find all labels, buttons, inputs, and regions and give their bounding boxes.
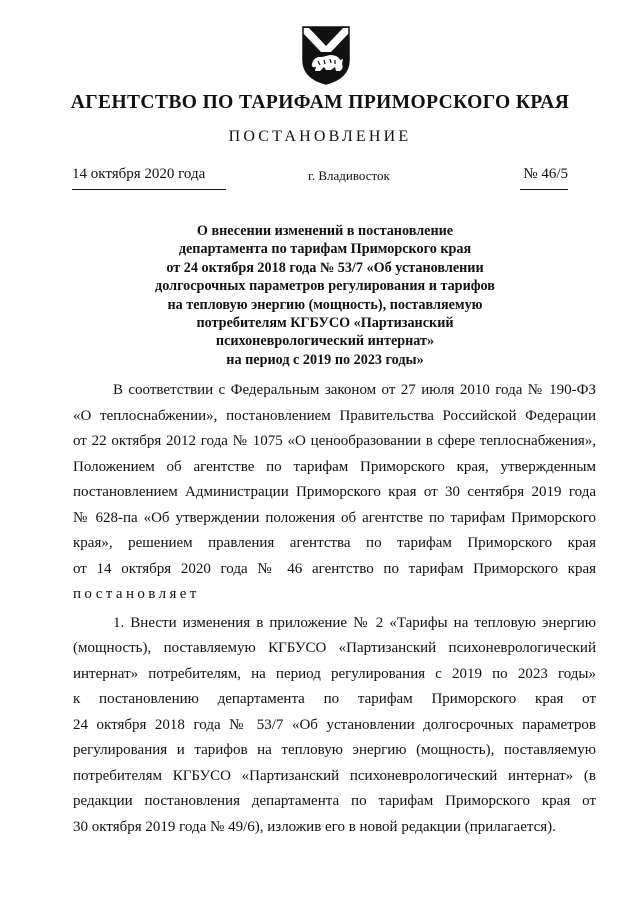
- agency-name: АГЕНТСТВО ПО ТАРИФАМ ПРИМОРСКОГО КРАЯ: [70, 92, 570, 113]
- title-line: от 24 октября 2018 года № 53/7 «Об установлении: [166, 259, 484, 276]
- body-line: «О теплоснабжении», постановлением Правительства Российской Федерации: [73, 407, 596, 424]
- document-body: [73, 378, 596, 840]
- body-line: (мощность), поставляемую КГБУСО «Партизанский психоневрологический: [73, 640, 596, 656]
- title-line: психоневрологический интернат»: [215, 333, 435, 350]
- body-line: В соответствии с Федеральным законом от 27 июля 2010 года № 190-ФЗ: [113, 382, 596, 398]
- body-line: потребителям КГБУСО «Партизанский психоневрологический интернат» (в: [73, 767, 596, 784]
- title-line: потребителям КГБУСО «Партизанский: [196, 315, 454, 332]
- body-line: к постановлению департамента по тарифам Приморского края от: [73, 691, 596, 707]
- body-line: Положением об агентстве по тарифам Приморского края, утвержденным: [73, 458, 596, 475]
- document-city: г. Владивосток: [308, 168, 390, 183]
- body-line: края», решением правления агентства по тарифам Приморского края: [73, 535, 596, 551]
- preamble-paragraph: [73, 378, 596, 608]
- body-line: 24 октября 2018 года № 53/7 «Об установлении долгосрочных параметров: [73, 716, 596, 733]
- title-line: долгосрочных параметров регулирования и тарифов: [155, 278, 495, 295]
- body-line: 1. Внести изменения в приложение № 2 «Тарифы на тепловую энергию: [113, 614, 596, 631]
- title-line: на период с 2019 по 2023 годы»: [226, 351, 424, 368]
- document-number: № 46/5: [520, 166, 568, 190]
- document-title: [120, 222, 530, 369]
- body-line: 30 октября 2019 года № 49/6), изложив его в новой редакции (прилагается).: [73, 818, 556, 835]
- resolves-word: постановляет: [73, 586, 200, 602]
- body-line: регулирования и тарифов на тепловую энергию (мощность), поставляемую: [73, 742, 596, 758]
- clause-1-paragraph: [73, 611, 596, 841]
- body-line: редакции постановления департамента по тарифам Приморского края от: [73, 793, 596, 809]
- document-date: 14 октября 2020 года: [72, 166, 226, 190]
- title-line: департамента по тарифам Приморского края: [178, 241, 472, 258]
- title-line: на тепловую энергию (мощность), поставляемую: [167, 296, 483, 313]
- coat-of-arms-icon: [300, 24, 352, 86]
- body-line: интернат» потребителям, на период регулирования с 2019 по 2023 годы»: [73, 665, 596, 682]
- title-line: О внесении изменений в постановление: [196, 223, 454, 239]
- body-line: постановлением Администрации Приморского края от 30 сентября 2019 года: [73, 484, 596, 500]
- body-line: от 14 октября 2020 года № 46 агентство по тарифам Приморского края: [73, 560, 596, 577]
- document-type: ПОСТАНОВЛЕНИЕ: [228, 128, 412, 145]
- body-line: № 628-па «Об утверждении положения об агентстве по тарифам Приморского: [73, 509, 596, 526]
- body-line: от 22 октября 2012 года № 1075 «О ценообразовании в сфере теплоснабжения»,: [73, 433, 596, 449]
